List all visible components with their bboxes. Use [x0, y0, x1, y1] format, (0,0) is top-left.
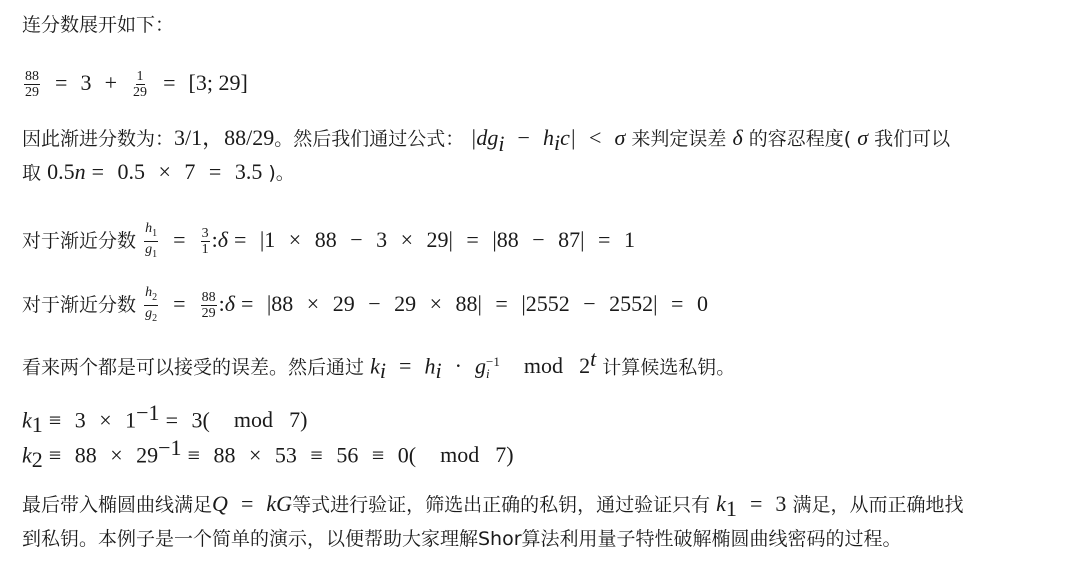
value: 0.5 — [47, 159, 75, 184]
kG: kG — [266, 491, 293, 516]
variable-n: n — [74, 159, 86, 184]
k: k — [22, 407, 32, 433]
candidate-key-formula — [22, 344, 735, 386]
frac-den — [144, 306, 158, 326]
subscript: i — [554, 129, 561, 155]
mod: mod — [440, 442, 480, 468]
superscript: −1 — [136, 400, 160, 425]
text: 来判定误差 — [631, 128, 727, 150]
frac-num: 1 — [136, 69, 144, 84]
intro-label: 连分数展开如下： — [22, 14, 175, 36]
text: 到私钥。本例子是一个简单的演示，以便帮助大家理解Shor算法利用量子特性破解椭圆曲线密码的过程。 — [22, 528, 902, 550]
subscript: 2 — [31, 447, 43, 473]
superscript: t — [590, 346, 597, 371]
equals: = — [399, 353, 412, 379]
text: )。 — [268, 162, 295, 184]
equals: = — [749, 491, 763, 516]
g: g — [145, 305, 153, 321]
k: k — [370, 353, 380, 379]
subscript: 1 — [31, 412, 43, 438]
h: h — [424, 353, 436, 379]
minus: − — [517, 125, 530, 150]
colon: : — [211, 226, 218, 252]
frac-den: 1 — [201, 241, 209, 257]
dot: · — [454, 353, 462, 379]
equals: = — [163, 70, 176, 95]
subscript: i — [498, 130, 505, 156]
integer-part: 3 — [80, 70, 92, 95]
Q: Q — [212, 491, 228, 516]
frac-num: 88 — [25, 69, 39, 84]
text: 因此渐进分数为： — [22, 128, 175, 150]
subscript: 1 — [152, 227, 158, 239]
fraction-1-29 — [132, 69, 148, 100]
continued-fraction-equation — [22, 68, 248, 100]
fraction-88-29 — [201, 290, 217, 321]
frac-num: 3 — [201, 225, 209, 241]
text: 的容忍程度( — [748, 128, 852, 150]
frac-den: 29 — [133, 85, 148, 100]
frac-den — [144, 242, 158, 262]
g: g — [145, 241, 153, 257]
modulus: 7) — [495, 442, 514, 468]
colon: : — [218, 290, 225, 316]
calc: = 3( — [165, 407, 210, 433]
calc: ≡ 3 × 1 — [48, 407, 137, 433]
text: 取 — [22, 162, 42, 184]
subscript: 1 — [152, 248, 158, 260]
subscript: i — [379, 358, 386, 384]
fraction-h2-g2 — [144, 285, 158, 326]
value-3: 3 — [775, 491, 787, 516]
subscript: i — [435, 358, 442, 384]
convergents-list: 3/1，88/29 — [174, 125, 275, 150]
equals: = — [173, 226, 186, 252]
text: 满足，从而正确地找 — [792, 494, 964, 516]
text: 等式进行验证，筛选出正确的私钥，通过验证只有 — [292, 494, 711, 516]
equals: = — [173, 290, 186, 316]
error-formula — [470, 125, 505, 156]
calc: ≡ 88 × 29 — [48, 442, 159, 468]
mod: mod — [523, 353, 564, 379]
cf-notation: [3; 29] — [188, 70, 248, 95]
fraction-h1-g1 — [144, 221, 158, 262]
sigma-calc: = 0.5 × 7 = 3.5 — [91, 159, 263, 184]
calc: ≡ 88 × 53 ≡ 56 ≡ 0( — [187, 442, 417, 468]
equals: = — [240, 491, 254, 516]
k2-computation — [22, 433, 514, 475]
sigma: σ — [614, 125, 626, 150]
g: g — [475, 353, 487, 379]
convergent-1-check — [22, 221, 635, 262]
base-2: 2 — [579, 353, 591, 379]
h: h — [145, 285, 153, 300]
frac-num: 88 — [201, 289, 216, 305]
k: k — [22, 442, 32, 468]
delta: δ — [224, 290, 235, 316]
convergents-paragraph-line2 — [22, 157, 295, 188]
modulus: 7) — [289, 407, 308, 433]
frac-den: 29 — [201, 305, 216, 321]
text: 最后带入椭圆曲线满足 — [22, 494, 213, 516]
text: 计算候选私钥。 — [602, 356, 736, 379]
text: 我们可以 — [874, 128, 951, 150]
subscript: i — [486, 365, 490, 381]
formula-part: |dg — [470, 125, 499, 150]
superscript: −1 — [486, 353, 500, 369]
less-than: < — [589, 125, 602, 150]
text: 。然后我们通过公式： — [274, 128, 465, 150]
convergents-paragraph-line1 — [22, 123, 950, 159]
conclusion-line2 — [22, 524, 902, 554]
h: h — [145, 221, 153, 236]
delta: δ — [732, 125, 743, 150]
text: 看来两个都是可以接受的误差。然后通过 — [22, 356, 365, 379]
text: 对于渐近分数 — [22, 293, 137, 316]
fraction-88-29 — [24, 69, 40, 100]
formula-h: h — [543, 125, 555, 150]
delta-calc: = |88 × 29 − 29 × 88| = |2552 − 2552| = 0 — [240, 290, 708, 316]
text: 对于渐近分数 — [22, 229, 137, 252]
mod: mod — [233, 407, 274, 433]
conclusion-line1 — [22, 489, 963, 524]
plus: + — [104, 70, 117, 95]
frac-num — [144, 221, 158, 242]
fraction-3-1 — [201, 226, 210, 257]
delta-calc: = |1 × 88 − 3 × 29| = |88 − 87| = 1 — [233, 226, 635, 252]
equals: = — [55, 70, 68, 95]
subscript: 2 — [152, 312, 158, 324]
sigma: σ — [857, 125, 869, 150]
intro-text — [22, 10, 174, 40]
k: k — [716, 491, 726, 516]
convergent-2-check — [22, 285, 708, 326]
frac-num — [144, 285, 158, 306]
delta: δ — [217, 226, 228, 252]
formula-c: c| — [560, 125, 576, 150]
frac-den: 29 — [25, 85, 39, 100]
subscript: 1 — [725, 495, 737, 521]
subscript: 2 — [152, 291, 158, 303]
g-sub-sup — [486, 353, 500, 381]
superscript: −1 — [158, 435, 182, 460]
